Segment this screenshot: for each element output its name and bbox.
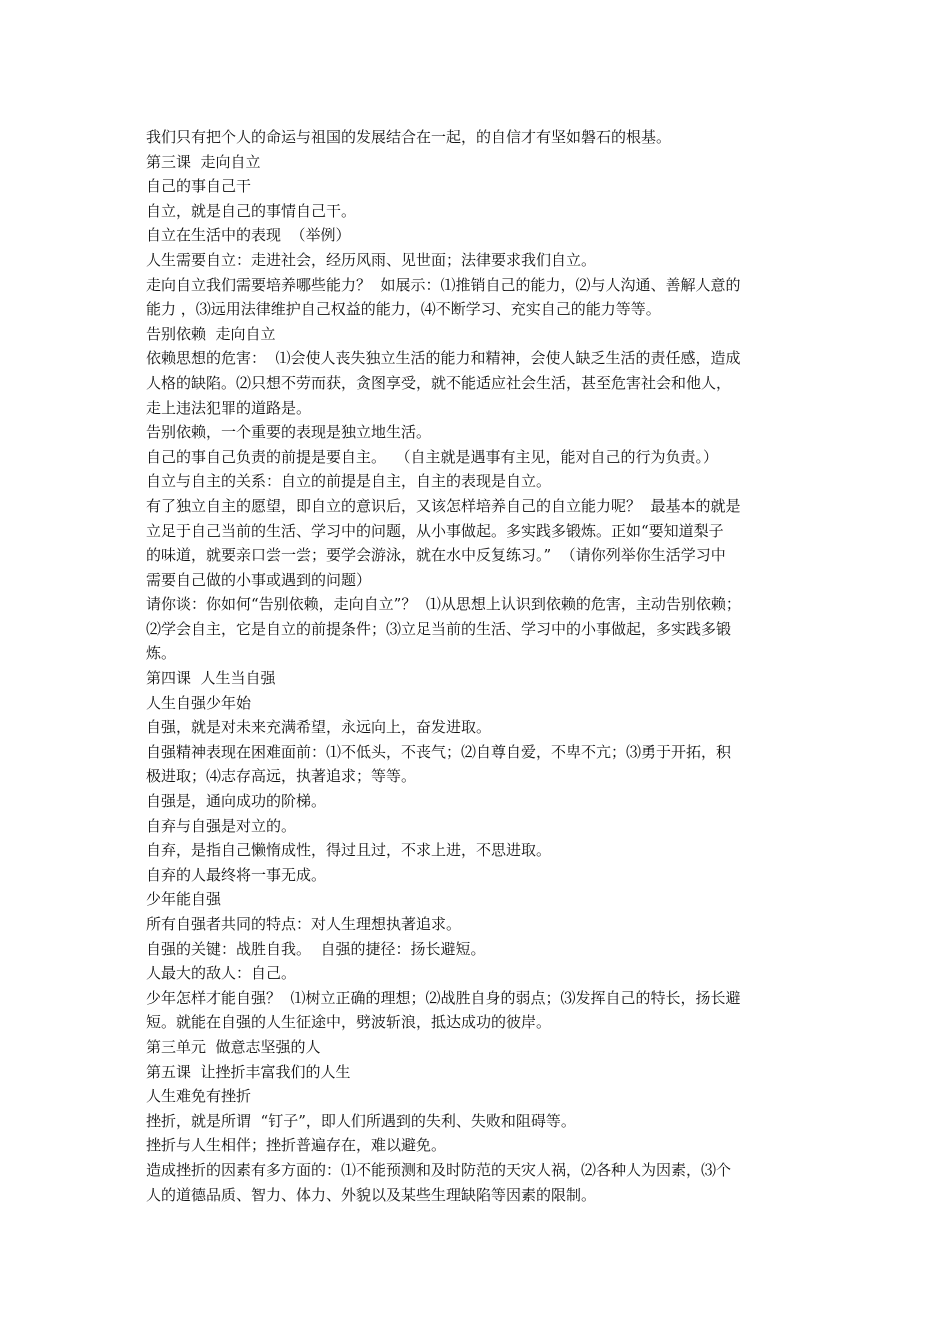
text-line: 自强的关键：战胜自我。 自强的捷径：扬长避短。 bbox=[146, 939, 486, 958]
text-line: 自强，就是对未来充满希望，永远向上，奋发进取。 bbox=[146, 718, 492, 737]
text-line: 走上违法犯罪的道路是。 bbox=[146, 398, 312, 417]
text-line: 立足于自己当前的生活、学习中的问题，从小事做起。多实践多锻炼。正如“要知道梨子 bbox=[146, 521, 724, 540]
text-line: 挫折，就是所谓 “钉子”，即人们所遇到的失利、失败和阻碍等。 bbox=[146, 1111, 576, 1130]
text-line: 自立在生活中的表现 （举例） bbox=[146, 226, 351, 245]
text-line: 能力 ，⑶远用法律维护自己权益的能力，⑷不断学习、充实自己的能力等等。 bbox=[146, 300, 661, 319]
text-line: 自弃与自强是对立的。 bbox=[146, 816, 297, 835]
text-line: 人的道德品质、智力、体力、外貌以及某些生理缺陷等因素的限制。 bbox=[146, 1185, 597, 1204]
section-heading: 少年能自强 bbox=[146, 890, 222, 909]
section-heading: 人生难免有挫折 bbox=[146, 1087, 252, 1106]
text-line: 自立与自主的关系：自立的前提是自主，自主的表现是自立。 bbox=[146, 472, 552, 491]
section-heading: 自己的事自己干 bbox=[146, 177, 252, 196]
text-line: 少年怎样才能自强？ ⑴树立正确的理想；⑵战胜自身的弱点；⑶发挥自己的特长，扬长避 bbox=[146, 988, 741, 1007]
section-heading: 告别依赖 走向自立 bbox=[146, 324, 276, 343]
text-line: 的味道，就要亲口尝一尝；要学会游泳，就在水中反复练习。” （请你列举你生活学习中 bbox=[146, 546, 726, 565]
text-line: 依赖思想的危害： ⑴会使人丧失独立生活的能力和精神，会使人缺乏生活的责任感，造成 bbox=[146, 349, 741, 368]
text-line: 人格的缺陷。⑵只想不劳而获，贪图享受，就不能适应社会生活，甚至危害社会和他人， bbox=[146, 373, 732, 392]
text-line: 需要自己做的小事或遇到的问题） bbox=[146, 570, 372, 589]
text-line: 人生需要自立：走进社会，经历风雨、见世面；法律要求我们自立。 bbox=[146, 250, 597, 269]
text-line: 短。就能在自强的人生征途中，劈波斩浪，抵达成功的彼岸。 bbox=[146, 1013, 552, 1032]
text-line: ⑵学会自主，它是自立的前提条件；⑶立足当前的生活、学习中的小事做起，多实践多锻 bbox=[146, 619, 732, 638]
lesson-heading: 第三课 走向自立 bbox=[146, 152, 261, 171]
text-line: 自己的事自己负责的前提是要自主。 （自主就是遇事有主见，能对自己的行为负责。） bbox=[146, 447, 719, 466]
text-line: 自弃，是指自己懒惰成性，得过且过，不求上进，不思进取。 bbox=[146, 841, 552, 860]
text-line: 造成挫折的因素有多方面的：⑴不能预测和及时防范的天灾人祸，⑵各种人为因素，⑶个 bbox=[146, 1160, 732, 1179]
text-line: 挫折与人生相伴；挫折普遍存在，难以避免。 bbox=[146, 1136, 447, 1155]
text-line: 请你谈：你如何“告别依赖，走向自立”？ ⑴从思想上认识到依赖的危害，主动告别依赖； bbox=[146, 595, 741, 614]
text-line: 告别依赖，一个重要的表现是独立地生活。 bbox=[146, 423, 432, 442]
section-heading: 人生自强少年始 bbox=[146, 693, 252, 712]
lesson-heading: 第四课 人生当自强 bbox=[146, 669, 276, 688]
text-line: 自弃的人最终将一事无成。 bbox=[146, 865, 327, 884]
text-line: 所有自强者共同的特点：对人生理想执著追求。 bbox=[146, 915, 462, 933]
text-line: 走向自立我们需要培养哪些能力？ 如展示：⑴推销自己的能力，⑵与人沟通、善解人意的 bbox=[146, 275, 741, 294]
unit-heading: 第三单元 做意志坚强的人 bbox=[146, 1037, 321, 1056]
lesson-heading: 第五课 让挫折丰富我们的人生 bbox=[146, 1062, 351, 1081]
text-line: 自强是，通向成功的阶梯。 bbox=[146, 792, 327, 811]
text-line: 自强精神表现在困难面前：⑴不低头，不丧气；⑵自尊自爱，不卑不亢；⑶勇于开拓，积 bbox=[146, 742, 732, 761]
text-line: 自立，就是自己的事情自己干。 bbox=[146, 201, 357, 220]
text-line: 人最大的敌人：自己。 bbox=[146, 964, 297, 983]
text-line: 有了独立自主的愿望，即自立的意识后，又该怎样培养自己的自立能力呢？ 最基本的就是 bbox=[146, 496, 741, 515]
text-line: 炼。 bbox=[146, 644, 177, 663]
text-line: 极进取；⑷志存高远，执著追求；等等。 bbox=[146, 767, 417, 786]
text-line: 我们只有把个人的命运与祖国的发展结合在一起，的自信才有坚如磐石的根基。 bbox=[146, 128, 672, 146]
document-page bbox=[146, 125, 808, 1207]
